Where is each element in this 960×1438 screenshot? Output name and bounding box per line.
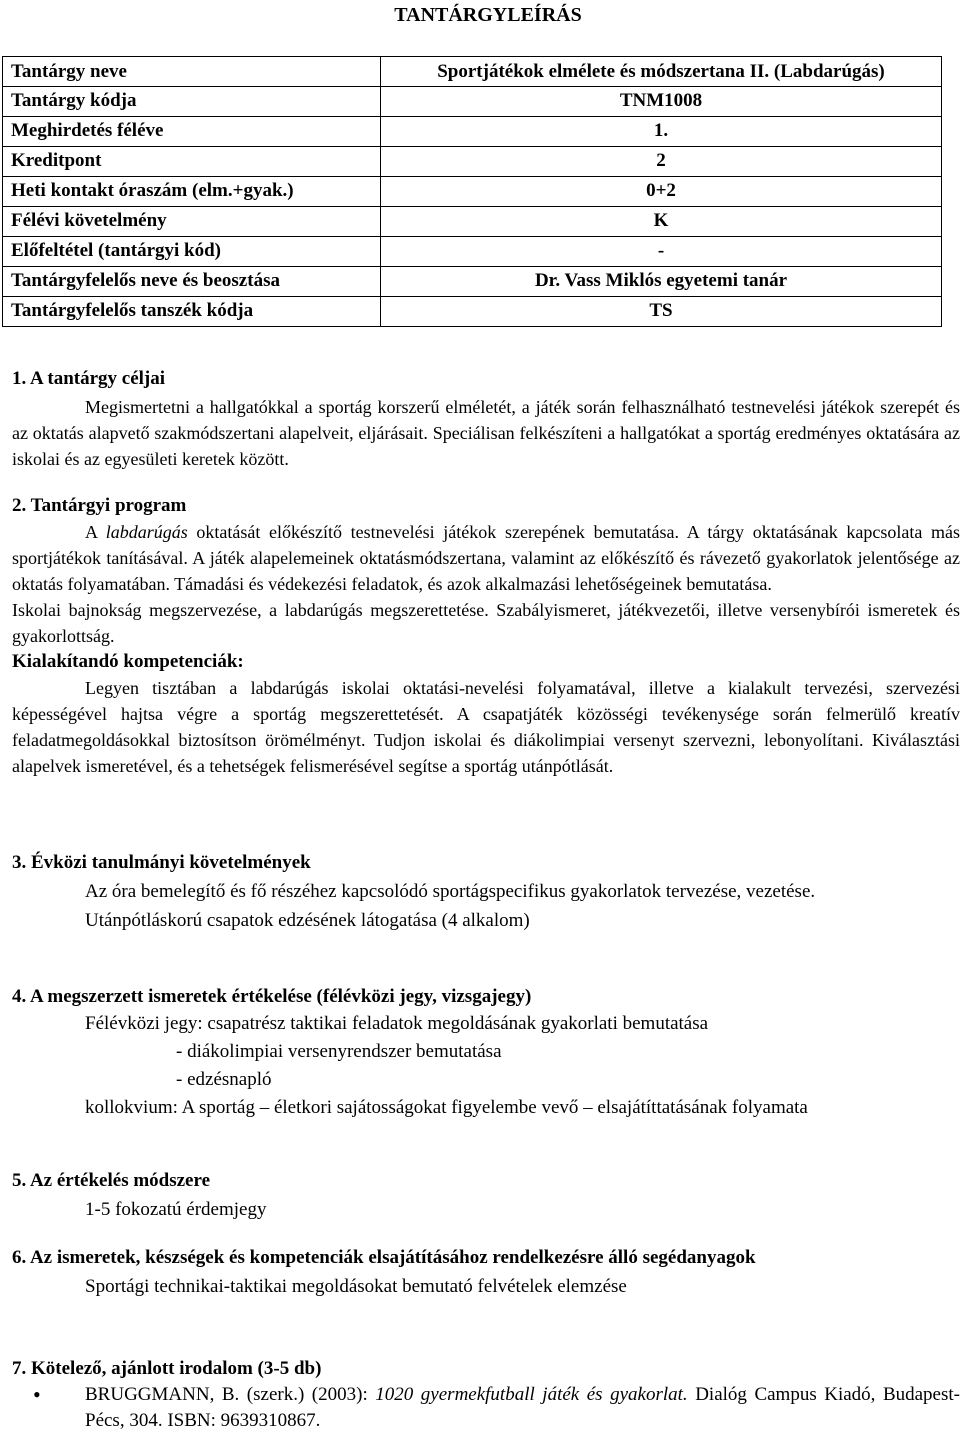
- row-label: Félévi követelmény: [3, 207, 381, 237]
- table-row: [3, 267, 942, 297]
- table-row: [3, 177, 942, 207]
- section-requirements: [12, 850, 960, 934]
- row-label: Heti kontakt óraszám (elm.+gyak.): [3, 177, 381, 207]
- text-run: A: [85, 522, 98, 542]
- section-heading: 5. Az értékelés módszere: [12, 1170, 211, 1191]
- document-title: TANTÁRGYLEÍRÁS: [394, 4, 582, 26]
- row-label: Tantárgy neve: [3, 57, 381, 87]
- section-goals: [12, 366, 960, 472]
- section-text: Iskolai bajnokság megszervezése, a labdarúgás megszerettetése. Szabályismeret, játékvezetői, illetve versenybírói ismeretek és gyakorlottság.: [12, 600, 960, 646]
- section-line: Utánpótláskorú csapatok edzésének látogatása (4 alkalom): [85, 910, 530, 931]
- text-run: oktatását előkészítő testnevelési játékok szerepének bemutatása. A tárgy oktatásának kapcsolata más sportjátékok tanításával. A játék alapelemeinek oktatásmódszertana, valamint az előkészítő és rávezető gyakorlatok jelentősége az oktatás folyamatában. Támadási és védekezési feladatok, és azok alkalmazási lehetőségeinek bemutatása.: [12, 522, 960, 594]
- row-value: TNM1008: [381, 87, 942, 117]
- row-value: 1.: [381, 117, 942, 147]
- row-value: 2: [381, 147, 942, 177]
- text-run-italic: 1020 gyermekfutball játék és gyakorlat.: [375, 1384, 688, 1405]
- row-label: Tantárgy kódja: [3, 87, 381, 117]
- competencies-text: Legyen tisztában a labdarúgás iskolai oktatási-nevelési folyamatával, illetve a kialakult tervezési, szervezési képességével hajtsa végre a sportág megszerettetését. A csapatjáték közösségi tevékenysége során felmerülő kreatív feladatmegoldásokkal biztosítson örömélményt. Tudjon iskolai és diákolimpiai versenyt szervezni, lebonyolítani. Kiválasztási alapelvek ismeretével, és a tehetségek felismerésével segítse a sportág utánpótlását.: [12, 678, 960, 776]
- section-line: - edzésnapló: [176, 1069, 272, 1090]
- table-row: [3, 117, 942, 147]
- section-heading: 1. A tantárgy céljai: [12, 368, 166, 389]
- table-row: [3, 87, 942, 117]
- row-label: Meghirdetés féléve: [3, 117, 381, 147]
- table-row: [3, 147, 942, 177]
- reference-list: [12, 1382, 960, 1434]
- row-label: Tantárgyfelelős tanszék kódja: [3, 297, 381, 327]
- row-value: Dr. Vass Miklós egyetemi tanár: [381, 267, 942, 297]
- section-line: 1-5 fokozatú érdemjegy: [85, 1199, 267, 1220]
- list-item: [85, 1382, 960, 1434]
- row-label: Tantárgyfelelős neve és beosztása: [3, 267, 381, 297]
- section-heading: 3. Évközi tanulmányi követelmények: [12, 852, 311, 873]
- course-info-table: [2, 56, 942, 327]
- section-line: Sportági technikai-taktikai megoldásokat bemutató felvételek elemzése: [85, 1276, 627, 1297]
- row-value: Sportjátékok elmélete és módszertana II. (Labdarúgás): [381, 57, 942, 87]
- section-literature: [12, 1356, 960, 1434]
- section-line: - diákolimpiai versenyrendszer bemutatása: [176, 1041, 502, 1062]
- section-heading: 4. A megszerzett ismeretek értékelése (félévközi jegy, vizsgajegy): [12, 986, 532, 1007]
- section-line: Félévközi jegy: csapatrész taktikai feladatok megoldásának gyakorlati bemutatása: [85, 1013, 709, 1034]
- table-row: [3, 57, 942, 87]
- row-value: 0+2: [381, 177, 942, 207]
- table-row: [3, 207, 942, 237]
- text-run: BRUGGMANN, B. (szerk.) (2003):: [85, 1384, 368, 1405]
- row-value: K: [381, 207, 942, 237]
- section-materials: [12, 1245, 960, 1301]
- table-row: [3, 297, 942, 327]
- row-label: Kreditpont: [3, 147, 381, 177]
- row-value: TS: [381, 297, 942, 327]
- text-run: 9639310867.: [220, 1410, 321, 1431]
- text-run: Dialóg Campus Kiadó, Budapest-Pécs, 304. ISBN:: [85, 1384, 960, 1431]
- section-evaluation: [12, 984, 960, 1122]
- section-heading: 7. Kötelező, ajánlott irodalom (3-5 db): [12, 1358, 322, 1379]
- section-heading: 2. Tantárgyi program: [12, 495, 187, 516]
- section-line: kollokvium: A sportág – életkori sajátosságokat figyelembe vevő – elsajátíttatásának folyamata: [85, 1097, 808, 1118]
- section-text: [12, 519, 960, 597]
- section-program: [12, 493, 960, 779]
- table-row: [3, 237, 942, 267]
- text-run-italic: labdarúgás: [105, 522, 188, 542]
- section-text: Megismertetni a hallgatókkal a sportág korszerű elméletét, a játék során felhasználható testnevelési játékok szerepét és az oktatás alapvető szakmódszertani alapelveit, eljárásait. Speciálisan felkészíteni a hallgatókat a sportág eredményes oktatására az iskolai és az egyesületi keretek között.: [12, 397, 960, 469]
- row-value: -: [381, 237, 942, 267]
- section-line: Az óra bemelegítő és fő részéhez kapcsolódó sportágspecifikus gyakorlatok tervezése, vezetése.: [85, 881, 816, 902]
- competencies-heading: Kialakítandó kompetenciák:: [12, 651, 244, 672]
- section-heading: 6. Az ismeretek, készségek és kompetenciák elsajátításához rendelkezésre álló segédanyagok: [12, 1247, 756, 1268]
- row-label: Előfeltétel (tantárgyi kód): [3, 237, 381, 267]
- section-method: [12, 1168, 960, 1224]
